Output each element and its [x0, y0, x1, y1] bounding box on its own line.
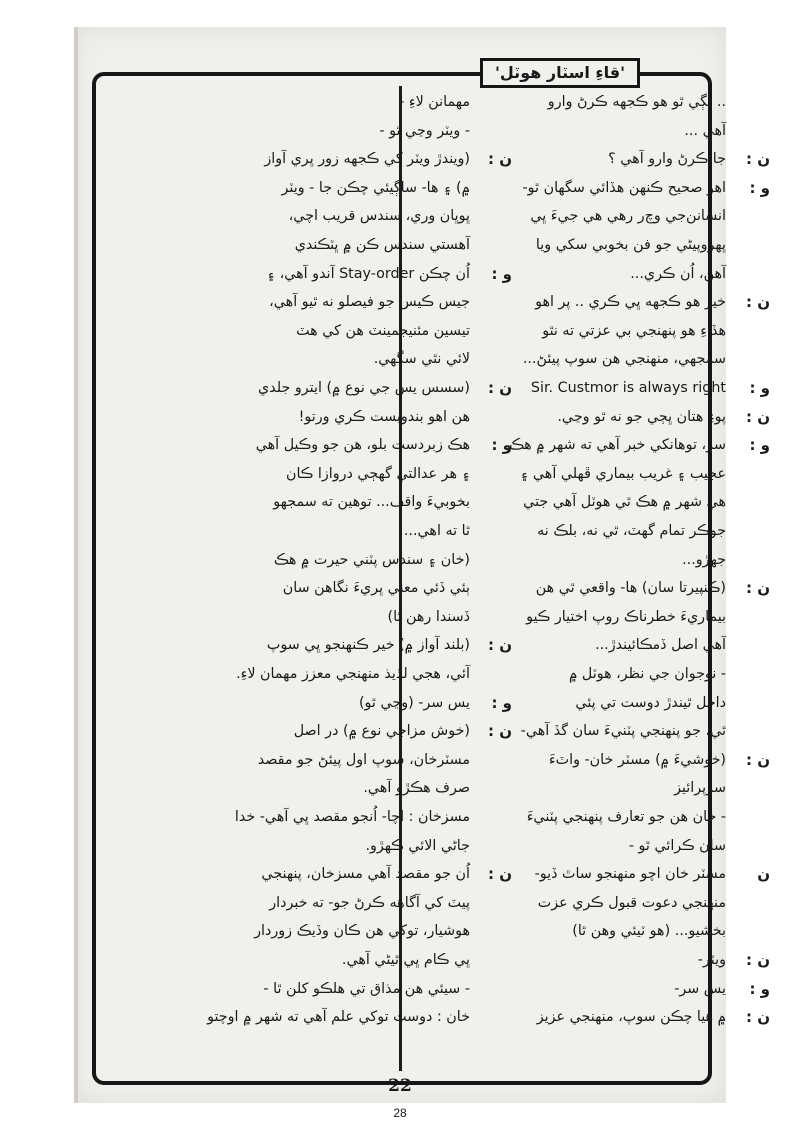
speaker-label: ن :: [745, 951, 770, 969]
speaker-label: و :: [749, 379, 770, 397]
text-line: مسزخان : اچا- اُنجو مقصد ڀي آهي- خدا: [234, 809, 470, 825]
speaker-label: ن :: [487, 636, 512, 655]
text-line: (سسس يس جي نوع ۾) ايترو جلدي: [258, 380, 470, 396]
text-line: اُن جو مقصد آهي مسزخان، پنهنجي: [261, 866, 470, 883]
text-line: تيسين مئنيجمينٽ هن کي هٽ: [296, 322, 470, 339]
text-line: هي شهر ۾ هڪ ٿي هوٽل آهي جتي: [523, 494, 726, 511]
text-line: سرپرائيز: [674, 780, 726, 797]
speaker-label: ن: [757, 865, 770, 884]
text-line: سان ڪرائي ٿو -: [628, 837, 726, 854]
text-line: جهڙو...: [682, 551, 726, 568]
speaker-label: ن :: [487, 379, 512, 397]
speaker-label: ن :: [745, 407, 770, 426]
speaker-label: و :: [491, 264, 512, 283]
text-line: - ويٽر وڃي ٿو -: [379, 122, 470, 139]
text-line: منهنجي دعوت قبول ڪري عزت: [537, 894, 726, 911]
text-line: - نوجوان جي نظر، هوٽل ۾: [568, 666, 726, 682]
text-line: ھڏاءِ هو پنهنجي بي عزتي ته نٿو: [542, 322, 726, 339]
text-line: هڪ زبردست بلو، هن جو وڪيل آهي: [255, 437, 470, 454]
text-line: هوشيار، توکي هن ڪان وڏيڪ زوردار: [254, 923, 470, 940]
speaker-label: ن :: [487, 150, 512, 169]
speaker-label: و :: [491, 436, 512, 455]
speaker-label: ن :: [745, 579, 770, 598]
text-line: ۽ هر عدالتي گهڄي دروازا ڪان: [286, 465, 470, 482]
text-line: ويٽر-: [697, 952, 726, 968]
text-line: - خان هن جو تعارف پنهنجي پٽنيءَ: [526, 809, 726, 825]
text-line: ۾ هيا چڪن سوپ، منهنجي عزيز: [536, 1009, 726, 1026]
text-line: اهو صحيح ڪنهن ھڏائي سگهان ٿو-: [522, 179, 726, 196]
text-line: بخوبيءَ واقف... توهين ته سمجهو: [273, 494, 470, 511]
text-line: .. لڳي ٿو هو ڪجهه ڪرڻ وارو: [547, 94, 726, 110]
text-line: اُن چڪن Stay-order آندو آهي، ۽: [266, 265, 470, 282]
text-line: صرف هڪڙو آهي.: [363, 780, 470, 797]
text-line: - سيئي هن مذاق تي هلڪو کلن ٿا -: [263, 980, 470, 997]
text-line: مسٽر خان اچو منهنجو ساٿ ڏيو-: [534, 866, 726, 883]
speaker-label: و :: [749, 436, 770, 455]
speaker-label: و :: [491, 693, 512, 712]
text-line: (خوش مزاجي نوع ۾) در اصل: [293, 723, 470, 740]
speaker-label: ن :: [745, 293, 770, 312]
text-line: مهمانن لاءِ -: [399, 94, 470, 110]
text-line: جاڻي الائي ڪهڙو.: [365, 837, 470, 854]
running-header: 'قاءِ اسٽار هوٽل': [480, 58, 640, 88]
text-line: سمجهي، منهنجي هن سوپ پيئڻ...: [522, 351, 726, 368]
text-line: ڀھروپيڻي جو فن بخوبي سکي ويا: [535, 237, 726, 253]
page-number: 22: [388, 1076, 412, 1096]
speaker-label: ن :: [487, 865, 512, 884]
text-line: يس سر- (وڃي ٿو): [358, 694, 470, 711]
text-line: (ڪنپيرتا سان) ها- واقعي ٿي هن: [535, 580, 726, 597]
text-line: آهي اصل ڏمڪائيندڙ...: [595, 637, 726, 654]
text-line: داخل ٿيندڙ دوست تي پئي: [575, 694, 726, 711]
text-line: انسانن‌جي وچ‌ر رهي هي جي‌ءَ ڀي: [530, 208, 726, 225]
text-line: جيس ڪيس جو فيصلو نه ٿيو آهي،: [269, 294, 470, 311]
text-line: لائي نٿي سگهي.: [373, 351, 470, 368]
text-line: بيماريءَ خطرناڪ روپ اختيار ڪيو: [526, 608, 726, 625]
text-line: (خوشيءَ ۾) مسٽر خان- واٽ‌ءَ: [548, 751, 726, 768]
text-line: يس سر-: [674, 980, 726, 997]
text-line: ڀوڀان وري، سندس قريب اچي،: [288, 208, 470, 225]
text-line: ٻئي ڏئي معني ڀريءَ نگاهن سان: [282, 580, 470, 597]
speaker-label: ن :: [745, 750, 770, 769]
text-line: پوءِ هتان ڀڄي جو نه ٿو وڃي.: [557, 408, 726, 425]
speaker-label: و :: [749, 178, 770, 197]
text-line: خان : دوست توکي علم آهي ته شهر ۾ اوچتو: [207, 1009, 470, 1026]
speaker-label: و :: [749, 979, 770, 998]
text-line: آهن، اُن ڪري...: [630, 265, 726, 282]
text-line: (خان ۽ سندس پٽني حيرت ۾ هڪ: [273, 551, 470, 568]
text-line: مسٽرخان، سوپ اول پيئڻ جو مقصد: [257, 751, 470, 768]
text-line: آهستي سندس ڪن ۾ ڀٽڪندي: [294, 237, 470, 253]
text-line: ڏسندا رهن ٿا): [387, 608, 470, 625]
text-line: آهي ...: [684, 122, 726, 139]
text-line: عجيب ۽ غريب بيماري ڦهلي آهي ۽: [519, 465, 726, 482]
speaker-label: ن :: [745, 1008, 770, 1027]
text-line: سر، توهانکي خبر آهي ته شهر ۾ هڪ: [509, 437, 726, 454]
text-line: ۾) ۽ ها- ساڳيئي چڪن جا - ويٽر: [281, 179, 470, 196]
speaker-label: ن :: [487, 722, 512, 741]
text-line: پيٽ کي آگاهه ڪرڻ جو- ته خبردار: [269, 894, 470, 911]
text-line: هن اهو بندوبست ڪري ورتو!: [298, 408, 470, 425]
text-line: جا ڪرڻ وارو آهي ؟: [608, 151, 726, 168]
binding-edge: [74, 27, 78, 1103]
book-page: [74, 27, 770, 1103]
text-line: (ويندڙ ويٽر کي ڪجهه زور ڀري آواز: [264, 151, 470, 168]
scan-page-number: 28: [393, 1106, 407, 1120]
speaker-label: ن :: [745, 150, 770, 169]
text-line: آئي، هجي لذيذ منهنجي معزز مهمان لاءِ.: [236, 666, 470, 682]
text-line: (بلند آواز ۾) خير ڪنهنجو ڀي سوپ: [266, 637, 470, 654]
text-line: ٿي، جو پنهنجي پٽنيءَ سان گڏ آهي-: [520, 723, 726, 740]
text-line: ڀي ڪام ڀي ٿيڻي آهي.: [341, 952, 470, 968]
text-line: جوڪر تمام گهٽ، ٿي نه، بلڪ نه: [537, 523, 726, 539]
text-line: ٿا ته اهي...: [403, 523, 470, 539]
text-line: خير هو ڪجهه ڀي ڪري .. پر اهو: [535, 294, 726, 311]
text-line: Sir. Custmor is always right: [530, 380, 726, 396]
text-line: بخشيو... (هو ٽيئي وهن ٿا): [572, 923, 726, 940]
